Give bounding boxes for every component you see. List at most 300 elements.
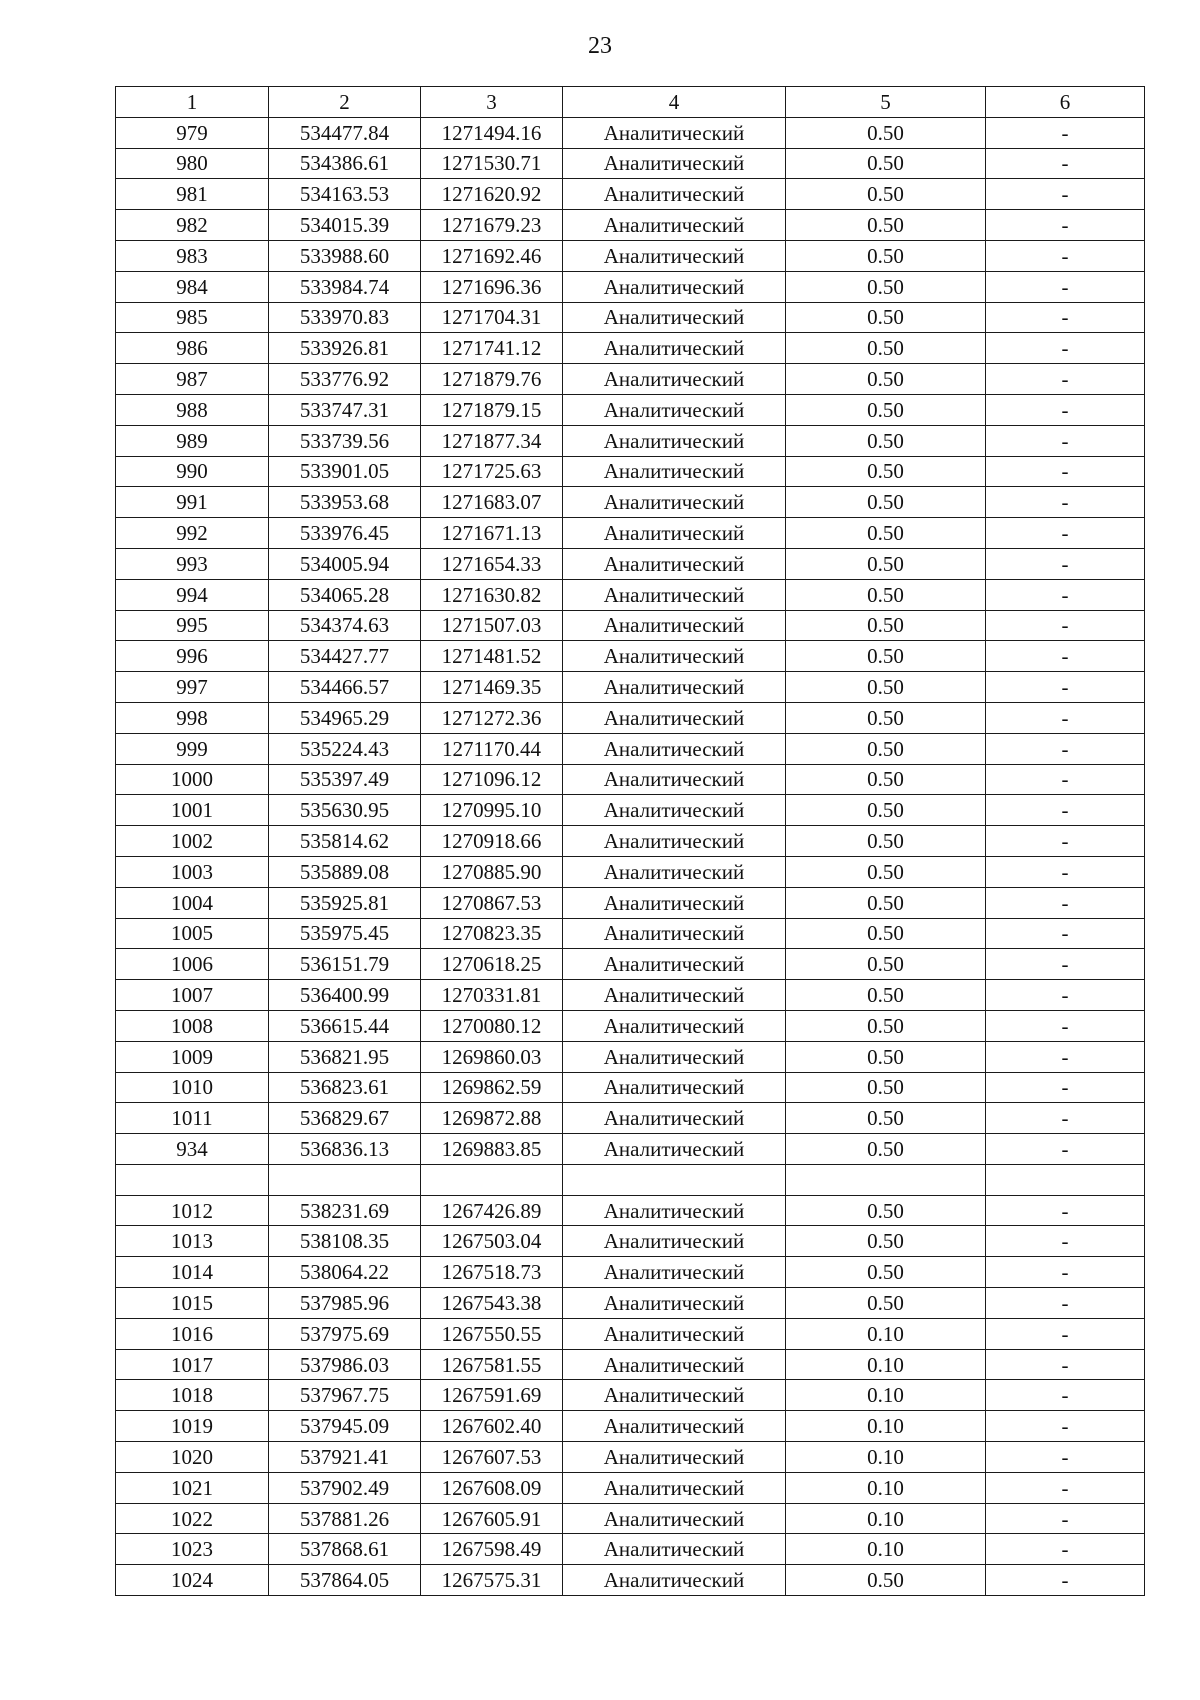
table-row	[116, 148, 1145, 179]
note-cell: -	[986, 1041, 1145, 1072]
accuracy-cell: 0.50	[786, 333, 986, 364]
x-coordinate-cell: 536615.44	[269, 1010, 421, 1041]
x-coordinate-cell: 535397.49	[269, 764, 421, 795]
y-coordinate-cell: 1271879.15	[421, 394, 563, 425]
table-row	[116, 610, 1145, 641]
note-cell: -	[986, 210, 1145, 241]
note-cell: -	[986, 148, 1145, 179]
method-cell: Аналитический	[563, 117, 786, 148]
table-row	[116, 579, 1145, 610]
point-number-cell: 934	[116, 1134, 269, 1165]
y-coordinate-cell: 1270618.25	[421, 949, 563, 980]
y-coordinate-cell: 1270995.10	[421, 795, 563, 826]
method-cell	[563, 1164, 786, 1195]
method-cell: Аналитический	[563, 764, 786, 795]
y-coordinate-cell: 1271671.13	[421, 518, 563, 549]
point-number-cell: 990	[116, 456, 269, 487]
x-coordinate-cell: 538064.22	[269, 1257, 421, 1288]
y-coordinate-cell: 1270918.66	[421, 826, 563, 857]
point-number-cell: 1012	[116, 1195, 269, 1226]
x-coordinate-cell: 535224.43	[269, 733, 421, 764]
accuracy-cell: 0.10	[786, 1411, 986, 1442]
table-row	[116, 1041, 1145, 1072]
note-cell: -	[986, 795, 1145, 826]
y-coordinate-cell: 1267550.55	[421, 1318, 563, 1349]
accuracy-cell: 0.50	[786, 1288, 986, 1319]
x-coordinate-cell: 537945.09	[269, 1411, 421, 1442]
table-header	[116, 87, 1145, 118]
note-cell: -	[986, 1472, 1145, 1503]
point-number-cell	[116, 1164, 269, 1195]
note-cell: -	[986, 1503, 1145, 1534]
x-coordinate-cell: 535975.45	[269, 918, 421, 949]
y-coordinate-cell: 1271683.07	[421, 487, 563, 518]
point-number-cell: 987	[116, 364, 269, 395]
accuracy-cell: 0.50	[786, 733, 986, 764]
point-number-cell: 979	[116, 117, 269, 148]
x-coordinate-cell: 536151.79	[269, 949, 421, 980]
point-number-cell: 997	[116, 672, 269, 703]
accuracy-cell: 0.50	[786, 1257, 986, 1288]
note-cell: -	[986, 1010, 1145, 1041]
point-number-cell: 991	[116, 487, 269, 518]
y-coordinate-cell: 1270867.53	[421, 887, 563, 918]
y-coordinate-cell: 1271654.33	[421, 548, 563, 579]
accuracy-cell: 0.50	[786, 856, 986, 887]
column-header-1: 1	[116, 87, 269, 118]
method-cell: Аналитический	[563, 1010, 786, 1041]
method-cell: Аналитический	[563, 1226, 786, 1257]
x-coordinate-cell: 537902.49	[269, 1472, 421, 1503]
note-cell: -	[986, 394, 1145, 425]
method-cell: Аналитический	[563, 702, 786, 733]
x-coordinate-cell: 536400.99	[269, 980, 421, 1011]
x-coordinate-cell: 534015.39	[269, 210, 421, 241]
table-row	[116, 641, 1145, 672]
point-number-cell: 1010	[116, 1072, 269, 1103]
y-coordinate-cell: 1267607.53	[421, 1442, 563, 1473]
accuracy-cell: 0.50	[786, 179, 986, 210]
point-number-cell: 1023	[116, 1534, 269, 1565]
point-number-cell: 985	[116, 302, 269, 333]
y-coordinate-cell: 1271679.23	[421, 210, 563, 241]
x-coordinate-cell: 538108.35	[269, 1226, 421, 1257]
y-coordinate-cell: 1271879.76	[421, 364, 563, 395]
method-cell: Аналитический	[563, 425, 786, 456]
x-coordinate-cell: 537881.26	[269, 1503, 421, 1534]
note-cell: -	[986, 826, 1145, 857]
y-coordinate-cell: 1271704.31	[421, 302, 563, 333]
table-row	[116, 1349, 1145, 1380]
point-number-cell: 984	[116, 271, 269, 302]
x-coordinate-cell: 534466.57	[269, 672, 421, 703]
method-cell: Аналитический	[563, 1134, 786, 1165]
point-number-cell: 1018	[116, 1380, 269, 1411]
x-coordinate-cell: 537921.41	[269, 1442, 421, 1473]
note-cell: -	[986, 702, 1145, 733]
table-row	[116, 271, 1145, 302]
method-cell: Аналитический	[563, 210, 786, 241]
accuracy-cell: 0.50	[786, 702, 986, 733]
x-coordinate-cell: 534005.94	[269, 548, 421, 579]
y-coordinate-cell: 1271725.63	[421, 456, 563, 487]
column-header-5: 5	[786, 87, 986, 118]
y-coordinate-cell: 1271494.16	[421, 117, 563, 148]
x-coordinate-cell	[269, 1164, 421, 1195]
accuracy-cell: 0.50	[786, 1103, 986, 1134]
table-row	[116, 425, 1145, 456]
table-row	[116, 1010, 1145, 1041]
x-coordinate-cell: 535925.81	[269, 887, 421, 918]
x-coordinate-cell: 534374.63	[269, 610, 421, 641]
accuracy-cell: 0.50	[786, 1134, 986, 1165]
x-coordinate-cell: 537985.96	[269, 1288, 421, 1319]
note-cell: -	[986, 425, 1145, 456]
x-coordinate-cell: 533901.05	[269, 456, 421, 487]
y-coordinate-cell: 1271620.92	[421, 179, 563, 210]
note-cell: -	[986, 333, 1145, 364]
method-cell: Аналитический	[563, 1472, 786, 1503]
accuracy-cell: 0.10	[786, 1534, 986, 1565]
method-cell: Аналитический	[563, 887, 786, 918]
method-cell: Аналитический	[563, 1411, 786, 1442]
point-number-cell: 980	[116, 148, 269, 179]
x-coordinate-cell: 533984.74	[269, 271, 421, 302]
accuracy-cell: 0.50	[786, 518, 986, 549]
y-coordinate-cell: 1267518.73	[421, 1257, 563, 1288]
note-cell: -	[986, 1411, 1145, 1442]
accuracy-cell: 0.10	[786, 1318, 986, 1349]
accuracy-cell: 0.50	[786, 210, 986, 241]
y-coordinate-cell: 1267608.09	[421, 1472, 563, 1503]
y-coordinate-cell: 1271469.35	[421, 672, 563, 703]
note-cell: -	[986, 672, 1145, 703]
method-cell: Аналитический	[563, 456, 786, 487]
accuracy-cell: 0.50	[786, 980, 986, 1011]
point-number-cell: 1019	[116, 1411, 269, 1442]
table-row	[116, 764, 1145, 795]
note-cell: -	[986, 117, 1145, 148]
y-coordinate-cell: 1267581.55	[421, 1349, 563, 1380]
coordinates-table	[115, 86, 1145, 1596]
method-cell: Аналитический	[563, 518, 786, 549]
point-number-cell: 981	[116, 179, 269, 210]
point-number-cell: 988	[116, 394, 269, 425]
note-cell: -	[986, 1072, 1145, 1103]
x-coordinate-cell: 536823.61	[269, 1072, 421, 1103]
table-row	[116, 1442, 1145, 1473]
note-cell: -	[986, 1442, 1145, 1473]
method-cell: Аналитический	[563, 1318, 786, 1349]
note-cell: -	[986, 518, 1145, 549]
y-coordinate-cell: 1271630.82	[421, 579, 563, 610]
table-row	[116, 548, 1145, 579]
method-cell: Аналитический	[563, 1288, 786, 1319]
method-cell: Аналитический	[563, 826, 786, 857]
x-coordinate-cell: 533926.81	[269, 333, 421, 364]
table-row	[116, 394, 1145, 425]
accuracy-cell: 0.50	[786, 764, 986, 795]
note-cell: -	[986, 856, 1145, 887]
method-cell: Аналитический	[563, 179, 786, 210]
x-coordinate-cell: 533747.31	[269, 394, 421, 425]
method-cell: Аналитический	[563, 1534, 786, 1565]
table-row	[116, 1565, 1145, 1596]
note-cell: -	[986, 1226, 1145, 1257]
accuracy-cell: 0.50	[786, 887, 986, 918]
note-cell: -	[986, 1349, 1145, 1380]
table-row	[116, 518, 1145, 549]
accuracy-cell: 0.50	[786, 641, 986, 672]
table-row	[116, 456, 1145, 487]
note-cell: -	[986, 1288, 1145, 1319]
x-coordinate-cell: 535889.08	[269, 856, 421, 887]
x-coordinate-cell: 537868.61	[269, 1534, 421, 1565]
method-cell: Аналитический	[563, 579, 786, 610]
x-coordinate-cell: 538231.69	[269, 1195, 421, 1226]
y-coordinate-cell: 1271507.03	[421, 610, 563, 641]
point-number-cell: 996	[116, 641, 269, 672]
y-coordinate-cell: 1267503.04	[421, 1226, 563, 1257]
method-cell: Аналитический	[563, 856, 786, 887]
accuracy-cell: 0.50	[786, 456, 986, 487]
x-coordinate-cell: 537975.69	[269, 1318, 421, 1349]
x-coordinate-cell: 534427.77	[269, 641, 421, 672]
table-row	[116, 487, 1145, 518]
y-coordinate-cell: 1269860.03	[421, 1041, 563, 1072]
table-row	[116, 1072, 1145, 1103]
note-cell: -	[986, 487, 1145, 518]
accuracy-cell: 0.10	[786, 1503, 986, 1534]
y-coordinate-cell: 1267543.38	[421, 1288, 563, 1319]
x-coordinate-cell: 534477.84	[269, 117, 421, 148]
column-header-4: 4	[563, 87, 786, 118]
point-number-cell: 1006	[116, 949, 269, 980]
table-row	[116, 733, 1145, 764]
y-coordinate-cell: 1267598.49	[421, 1534, 563, 1565]
table-row	[116, 795, 1145, 826]
method-cell: Аналитический	[563, 333, 786, 364]
method-cell: Аналитический	[563, 364, 786, 395]
method-cell: Аналитический	[563, 487, 786, 518]
point-number-cell: 998	[116, 702, 269, 733]
y-coordinate-cell: 1267602.40	[421, 1411, 563, 1442]
table-row	[116, 1288, 1145, 1319]
y-coordinate-cell: 1271741.12	[421, 333, 563, 364]
method-cell: Аналитический	[563, 795, 786, 826]
note-cell: -	[986, 918, 1145, 949]
accuracy-cell: 0.50	[786, 1226, 986, 1257]
x-coordinate-cell: 535814.62	[269, 826, 421, 857]
x-coordinate-cell: 533988.60	[269, 240, 421, 271]
y-coordinate-cell: 1271272.36	[421, 702, 563, 733]
column-header-6: 6	[986, 87, 1145, 118]
table-row	[116, 333, 1145, 364]
x-coordinate-cell: 533976.45	[269, 518, 421, 549]
x-coordinate-cell: 536821.95	[269, 1041, 421, 1072]
x-coordinate-cell: 534163.53	[269, 179, 421, 210]
point-number-cell: 995	[116, 610, 269, 641]
note-cell: -	[986, 548, 1145, 579]
point-number-cell: 1002	[116, 826, 269, 857]
accuracy-cell: 0.10	[786, 1380, 986, 1411]
point-number-cell: 992	[116, 518, 269, 549]
column-header-3: 3	[421, 87, 563, 118]
note-cell: -	[986, 240, 1145, 271]
y-coordinate-cell: 1271096.12	[421, 764, 563, 795]
y-coordinate-cell: 1267575.31	[421, 1565, 563, 1596]
table-row	[116, 856, 1145, 887]
accuracy-cell: 0.50	[786, 271, 986, 302]
y-coordinate-cell	[421, 1164, 563, 1195]
note-cell: -	[986, 1103, 1145, 1134]
accuracy-cell: 0.50	[786, 672, 986, 703]
y-coordinate-cell: 1269872.88	[421, 1103, 563, 1134]
point-number-cell: 994	[116, 579, 269, 610]
point-number-cell: 986	[116, 333, 269, 364]
note-cell: -	[986, 1195, 1145, 1226]
accuracy-cell: 0.50	[786, 394, 986, 425]
method-cell: Аналитический	[563, 271, 786, 302]
method-cell: Аналитический	[563, 1257, 786, 1288]
y-coordinate-cell: 1271530.71	[421, 148, 563, 179]
accuracy-cell: 0.10	[786, 1442, 986, 1473]
point-number-cell: 1009	[116, 1041, 269, 1072]
accuracy-cell: 0.50	[786, 1010, 986, 1041]
x-coordinate-cell: 533739.56	[269, 425, 421, 456]
table-row	[116, 1411, 1145, 1442]
point-number-cell: 1005	[116, 918, 269, 949]
table-row	[116, 1164, 1145, 1195]
table-row	[116, 826, 1145, 857]
column-header-2: 2	[269, 87, 421, 118]
y-coordinate-cell: 1267426.89	[421, 1195, 563, 1226]
point-number-cell: 1014	[116, 1257, 269, 1288]
y-coordinate-cell: 1267605.91	[421, 1503, 563, 1534]
accuracy-cell: 0.50	[786, 548, 986, 579]
accuracy-cell	[786, 1164, 986, 1195]
table-row	[116, 918, 1145, 949]
method-cell: Аналитический	[563, 302, 786, 333]
accuracy-cell: 0.50	[786, 302, 986, 333]
note-cell: -	[986, 1257, 1145, 1288]
method-cell: Аналитический	[563, 240, 786, 271]
accuracy-cell: 0.50	[786, 148, 986, 179]
method-cell: Аналитический	[563, 610, 786, 641]
table-row	[116, 1380, 1145, 1411]
table-row	[116, 117, 1145, 148]
note-cell: -	[986, 733, 1145, 764]
method-cell: Аналитический	[563, 1041, 786, 1072]
point-number-cell: 989	[116, 425, 269, 456]
method-cell: Аналитический	[563, 1103, 786, 1134]
note-cell: -	[986, 887, 1145, 918]
accuracy-cell: 0.10	[786, 1472, 986, 1503]
table-row	[116, 1472, 1145, 1503]
point-number-cell: 1001	[116, 795, 269, 826]
y-coordinate-cell: 1271877.34	[421, 425, 563, 456]
note-cell: -	[986, 1534, 1145, 1565]
accuracy-cell: 0.50	[786, 826, 986, 857]
accuracy-cell: 0.50	[786, 949, 986, 980]
table-row	[116, 1226, 1145, 1257]
point-number-cell: 993	[116, 548, 269, 579]
x-coordinate-cell: 537986.03	[269, 1349, 421, 1380]
accuracy-cell: 0.50	[786, 579, 986, 610]
table-row	[116, 887, 1145, 918]
note-cell: -	[986, 179, 1145, 210]
note-cell: -	[986, 949, 1145, 980]
method-cell: Аналитический	[563, 1195, 786, 1226]
note-cell: -	[986, 456, 1145, 487]
note-cell: -	[986, 764, 1145, 795]
y-coordinate-cell: 1271692.46	[421, 240, 563, 271]
point-number-cell: 1015	[116, 1288, 269, 1319]
x-coordinate-cell: 534065.28	[269, 579, 421, 610]
x-coordinate-cell: 536836.13	[269, 1134, 421, 1165]
point-number-cell: 1011	[116, 1103, 269, 1134]
accuracy-cell: 0.50	[786, 240, 986, 271]
table-row	[116, 672, 1145, 703]
method-cell: Аналитический	[563, 1349, 786, 1380]
table-row	[116, 702, 1145, 733]
method-cell: Аналитический	[563, 949, 786, 980]
y-coordinate-cell: 1269862.59	[421, 1072, 563, 1103]
accuracy-cell: 0.50	[786, 1041, 986, 1072]
note-cell: -	[986, 1565, 1145, 1596]
x-coordinate-cell: 533970.83	[269, 302, 421, 333]
point-number-cell: 1008	[116, 1010, 269, 1041]
page-number: 23	[588, 33, 612, 59]
y-coordinate-cell: 1267591.69	[421, 1380, 563, 1411]
x-coordinate-cell: 537967.75	[269, 1380, 421, 1411]
accuracy-cell: 0.50	[786, 487, 986, 518]
table-row	[116, 1195, 1145, 1226]
point-number-cell: 983	[116, 240, 269, 271]
table-row	[116, 980, 1145, 1011]
table-row	[116, 1534, 1145, 1565]
x-coordinate-cell: 533953.68	[269, 487, 421, 518]
y-coordinate-cell: 1271481.52	[421, 641, 563, 672]
method-cell: Аналитический	[563, 548, 786, 579]
accuracy-cell: 0.50	[786, 425, 986, 456]
point-number-cell: 1004	[116, 887, 269, 918]
note-cell: -	[986, 1134, 1145, 1165]
x-coordinate-cell: 534965.29	[269, 702, 421, 733]
accuracy-cell: 0.50	[786, 1565, 986, 1596]
table-row	[116, 179, 1145, 210]
point-number-cell: 1000	[116, 764, 269, 795]
method-cell: Аналитический	[563, 1503, 786, 1534]
point-number-cell: 1024	[116, 1565, 269, 1596]
method-cell: Аналитический	[563, 980, 786, 1011]
method-cell: Аналитический	[563, 733, 786, 764]
note-cell: -	[986, 302, 1145, 333]
table-row	[116, 240, 1145, 271]
header-row	[116, 87, 1145, 118]
note-cell: -	[986, 610, 1145, 641]
point-number-cell: 1022	[116, 1503, 269, 1534]
method-cell: Аналитический	[563, 641, 786, 672]
y-coordinate-cell: 1269883.85	[421, 1134, 563, 1165]
point-number-cell: 982	[116, 210, 269, 241]
method-cell: Аналитический	[563, 1380, 786, 1411]
accuracy-cell: 0.10	[786, 1349, 986, 1380]
x-coordinate-cell: 533776.92	[269, 364, 421, 395]
note-cell: -	[986, 1318, 1145, 1349]
table-row	[116, 364, 1145, 395]
y-coordinate-cell: 1270331.81	[421, 980, 563, 1011]
